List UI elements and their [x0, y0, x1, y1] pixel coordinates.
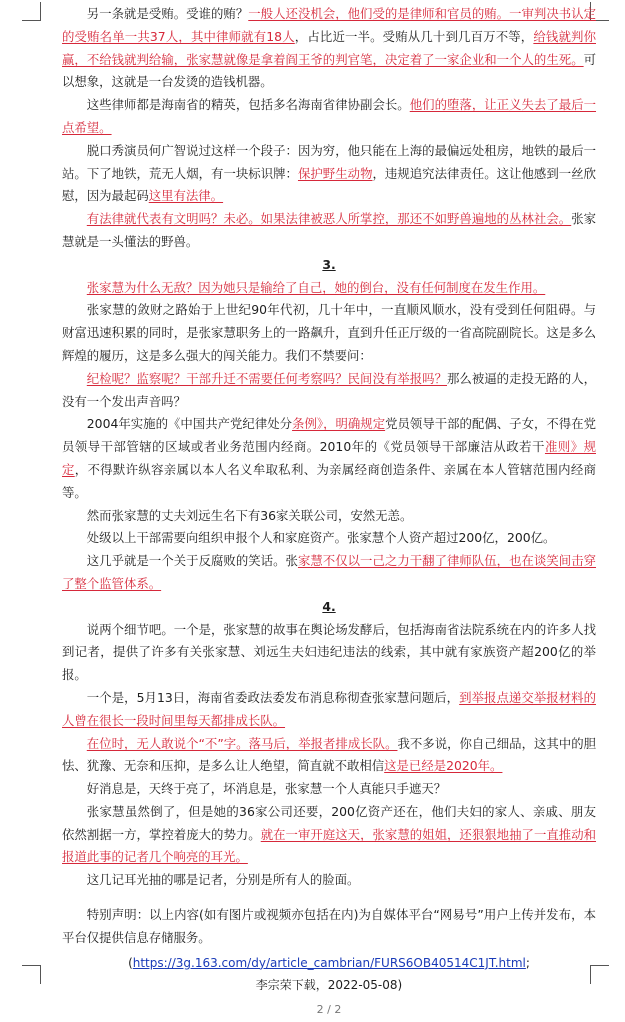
- highlighted-text: 在位时，无人敢说个“不”字。落马后，举报者排成长队。: [86, 735, 398, 751]
- body-text: 可以想象，这就是一台发烫的造钱机器。: [62, 51, 596, 90]
- body-text: ，违规追究法律责任。这让他感到一丝欣慰，因为最起码: [62, 165, 597, 204]
- paragraph: [62, 733, 596, 779]
- body-text: 这些律师都是海南省的精英，包括多名海南省律协副会长。: [86, 97, 410, 113]
- highlighted-text: 给钱就判你赢，不给钱就判给输，张家慧就像是拿着阎王爷的判官笔，决定着了一家企业和一个人的生死。: [62, 28, 596, 67]
- body-text: 张家慧的敛财之路始于上世纪90年代初，几十年中，一直顺风顺水，没有受到任何阻碍。与财富迅速积累的同时，是张家慧职务上的一路飙升，直到升任正厅级的一省高院副院长。这是多么辉煌的履历，这是多么强大的闯关能力。我们不禁要问：: [62, 302, 596, 363]
- highlighted-text: 他们的堕落，让正义失去了最后一点希望。: [62, 97, 597, 135]
- article-body: [62, 3, 596, 1022]
- crop-mark-top-left: [22, 2, 41, 21]
- paragraph: [62, 140, 596, 208]
- paragraph: [62, 869, 596, 892]
- highlighted-text: 张家慧为什么无敌？因为她只是输给了自己，她的倒台，没有任何制度在发生作用。: [86, 279, 546, 295]
- highlighted-text: 这里有法律。: [148, 188, 224, 204]
- body-text: 这几记耳光抽的哪是记者，分别是所有人的脸面。: [86, 872, 360, 888]
- paragraph: [62, 3, 596, 94]
- highlighted-text: 家慧不仅以一己之力干翻了律师队伍，也在谈笑间击穿了整个监管体系。: [62, 553, 597, 591]
- section-number-text: 4.: [322, 598, 336, 614]
- source-separator: ;: [525, 955, 530, 970]
- crop-mark-bottom-left: [22, 965, 41, 984]
- body-text: 我不多说，你自己细品，这其中的胆怯、犹豫、无奈和压抑，是多么让人绝望，简直就不敢相信: [62, 735, 597, 774]
- paragraph: [62, 94, 596, 140]
- body-text: ，占比近一半。受贿从几十到几百万不等，: [294, 28, 534, 44]
- highlighted-text: 到举报点递交举报材料的人曾在很长一段时间里每天都排成长队。: [62, 689, 597, 728]
- body-text: 脱口秀演员何广智说过这样一个段子：因为穷，他只能在上海的最偏远处租房，地铁的最后一站。下了地铁，荒无人烟，有一块标识牌：: [62, 142, 596, 181]
- body-text: 然而张家慧的丈夫刘远生名下有36家关联公司，安然无恙。: [86, 507, 413, 523]
- paragraph: [62, 801, 596, 869]
- paragraph: [62, 277, 596, 300]
- download-signature: 李宗荣下载，2022-05-08): [255, 978, 403, 993]
- paragraph: [62, 413, 596, 504]
- body-text: 张家慧就是一头懂法的野兽。: [62, 211, 597, 249]
- paragraph: [62, 687, 596, 733]
- highlighted-text: 一般人还没机会，他们受的是律师和官员的贿。一审判决书认定的受贿名单一共37人，其中律师就有18人: [62, 6, 597, 44]
- body-text: 另一条就是受贿。受谁的贿？: [86, 6, 249, 21]
- body-text: 那么被逼的走投无路的人，没有一个发出声音吗？: [62, 370, 597, 409]
- body-text: 党员领导干部的配偶、子女，不得在党员领导干部管辖的区域或者业务范围内经商。2010年的《党员领导干部廉洁从政若干: [62, 416, 596, 455]
- highlighted-text: 这是已经是2020年。: [384, 758, 503, 774]
- highlighted-text: 有法律就代表有文明吗？未必。如果法律被恶人所掌控，那还不如野兽遍地的丛林社会。: [86, 211, 572, 227]
- body-text: 2004年实施的《中国共产党纪律处分: [86, 416, 293, 432]
- body-text: 一个是，5月13日，海南省委政法委发布消息称彻查张家慧问题后，: [86, 689, 460, 705]
- highlighted-text: 准则》规定: [62, 439, 596, 477]
- body-text: 处级以上干部需要向组织申报个人和家庭资产。张家慧个人资产超过200亿，200亿。: [86, 530, 556, 546]
- disclaimer-notice: 特别声明：以上内容(如有图片或视频亦包括在内)为自媒体平台“网易号”用户上传并发布，本平台仅提供信息存储服务。: [62, 907, 596, 945]
- section-number-text: 3.: [322, 256, 336, 272]
- highlighted-text: 就在一审开庭这天，张家慧的姐姐，还狠狠地抽了一直推动和报道此事的记者几个响亮的耳光。: [62, 826, 597, 865]
- body-text: 好消息是，天终于亮了，坏消息是，张家慧一个人真能只手遮天？: [86, 781, 447, 797]
- paragraph: [62, 368, 596, 414]
- section-number: [62, 254, 596, 277]
- paragraph: [62, 550, 596, 596]
- highlighted-text: 条例》，明确规定: [292, 416, 386, 432]
- highlighted-text: 纪检呢？监察呢？干部升迁不需要任何考察吗？民间没有举报吗？: [86, 370, 447, 386]
- paragraph: [62, 778, 596, 801]
- paragraph: [62, 619, 596, 687]
- body-text: 张家慧虽然倒了，但是她的36家公司还要，200亿资产还在，他们夫妇的家人、亲戚、朋友依然割据一方，掌控着庞大的势力。: [62, 803, 596, 842]
- section-number: [62, 596, 596, 619]
- source-link[interactable]: https://3g.163.com/dy/article_cambrian/FURS6OB40514C1JT.html: [132, 955, 526, 970]
- body-text: ，不得默许纵容亲属以本人名义牟取私利、为亲属经商创造条件、亲属在本人管辖范围内经商等。: [62, 461, 597, 500]
- paragraph: [62, 208, 596, 254]
- paragraph: [62, 299, 596, 367]
- paragraph: [62, 505, 596, 528]
- body-text: 这几乎就是一个关于反腐败的笑话。张: [86, 553, 298, 569]
- source-open-paren: (: [128, 955, 133, 970]
- source-line: [62, 952, 596, 975]
- page-number: 2 / 2: [316, 1003, 342, 1017]
- highlighted-text: 保护野生动物: [297, 165, 373, 181]
- body-text: 说两个细节吧。一个是，张家慧的故事在舆论场发酵后，包括海南省法院系统在内的许多人找到记者，提供了许多有关张家慧、刘远生夫妇违纪违法的线索，其中就有家族资产超200亿的举报。: [62, 621, 596, 683]
- paragraph: [62, 527, 596, 550]
